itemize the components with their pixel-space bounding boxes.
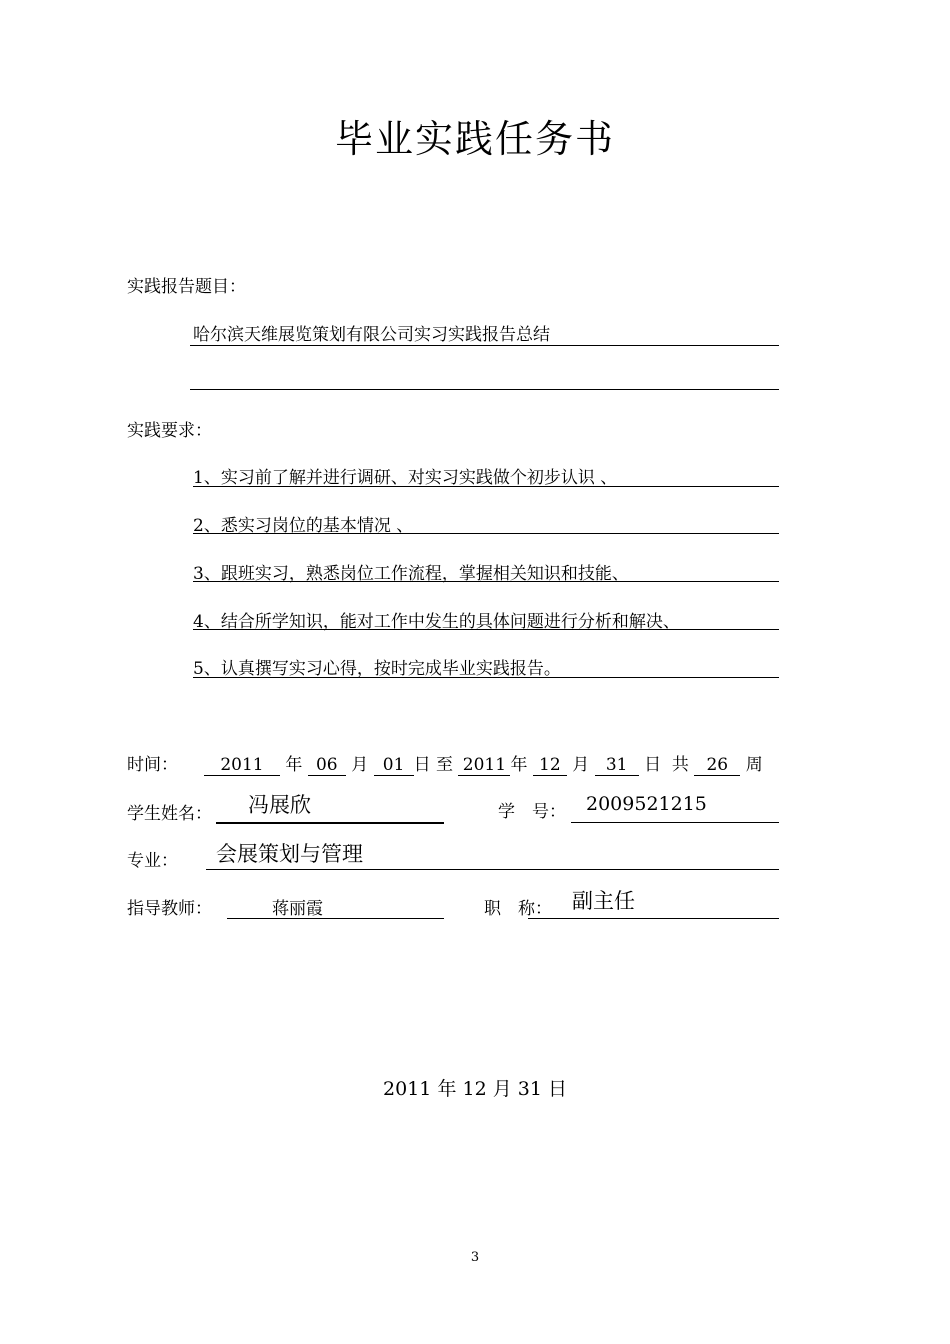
start-month: 06 xyxy=(308,755,346,776)
week-unit: 周 xyxy=(745,755,763,775)
start-year: 2011 xyxy=(204,755,280,776)
major-underline xyxy=(206,869,779,870)
end-day: 31 xyxy=(595,755,639,776)
requirement-item-5: 5、认真撰写实习心得，按时完成毕业实践报告。 xyxy=(193,659,561,679)
end-day-unit: 日 xyxy=(644,755,662,775)
start-day-unit: 日 xyxy=(413,755,431,775)
topic-label: 实践报告题目： xyxy=(127,277,246,297)
start-day: 01 xyxy=(374,755,414,776)
time-row xyxy=(204,750,763,776)
requirement-item-4: 4、结合所学知识，能对工作中发生的具体问题进行分析和解决、 xyxy=(193,612,680,632)
page-number: 3 xyxy=(470,1250,480,1265)
total-weeks: 26 xyxy=(694,755,740,776)
document-date: 2011 年 12 月 31 日 xyxy=(383,1078,567,1100)
end-year: 2011 xyxy=(458,755,510,776)
major-value: 会展策划与管理 xyxy=(216,842,363,866)
time-label: 时间： xyxy=(127,755,178,775)
advisor-name-underline xyxy=(227,918,444,919)
requirement-underline-2 xyxy=(193,533,779,534)
student-name-label: 学生姓名： xyxy=(127,804,212,824)
advisor-label: 指导教师： xyxy=(127,899,212,919)
requirement-item-1: 1、实习前了解并进行调研、对实习实践做个初步认识 、 xyxy=(193,468,618,488)
topic-underline-2 xyxy=(190,389,779,390)
page-title: 毕业实践任务书 xyxy=(334,117,615,161)
topic-underline-1 xyxy=(190,345,779,346)
advisor-title: 副主任 xyxy=(572,889,635,913)
major-label: 专业： xyxy=(127,851,178,871)
end-month-unit: 月 xyxy=(572,755,590,775)
start-month-unit: 月 xyxy=(351,755,369,775)
start-year-unit: 年 xyxy=(285,755,303,775)
requirement-underline-4 xyxy=(193,629,779,630)
student-id-label: 学 号： xyxy=(498,802,566,822)
total-label: 共 xyxy=(671,755,689,775)
student-name-underline xyxy=(216,822,444,824)
student-id-underline xyxy=(571,822,779,823)
student-name: 冯展欣 xyxy=(248,793,311,817)
requirement-item-3: 3、跟班实习，熟悉岗位工作流程，掌握相关知识和技能、 xyxy=(193,564,629,584)
requirements-label: 实践要求： xyxy=(127,421,212,441)
requirement-underline-5 xyxy=(193,677,779,678)
topic-value: 哈尔滨天维展览策划有限公司实习实践报告总结 xyxy=(193,325,550,345)
end-year-unit: 年 xyxy=(510,755,528,775)
requirement-item-2: 2、悉实习岗位的基本情况 、 xyxy=(193,516,414,536)
end-month: 12 xyxy=(533,755,567,776)
student-id: 2009521215 xyxy=(586,793,707,815)
advisor-title-label: 职 称： xyxy=(484,899,552,919)
advisor-title-underline xyxy=(528,918,779,919)
time-to: 至 xyxy=(436,755,454,775)
advisor-name: 蒋丽霞 xyxy=(272,899,323,919)
requirement-underline-1 xyxy=(193,486,779,487)
requirement-underline-3 xyxy=(193,581,779,582)
